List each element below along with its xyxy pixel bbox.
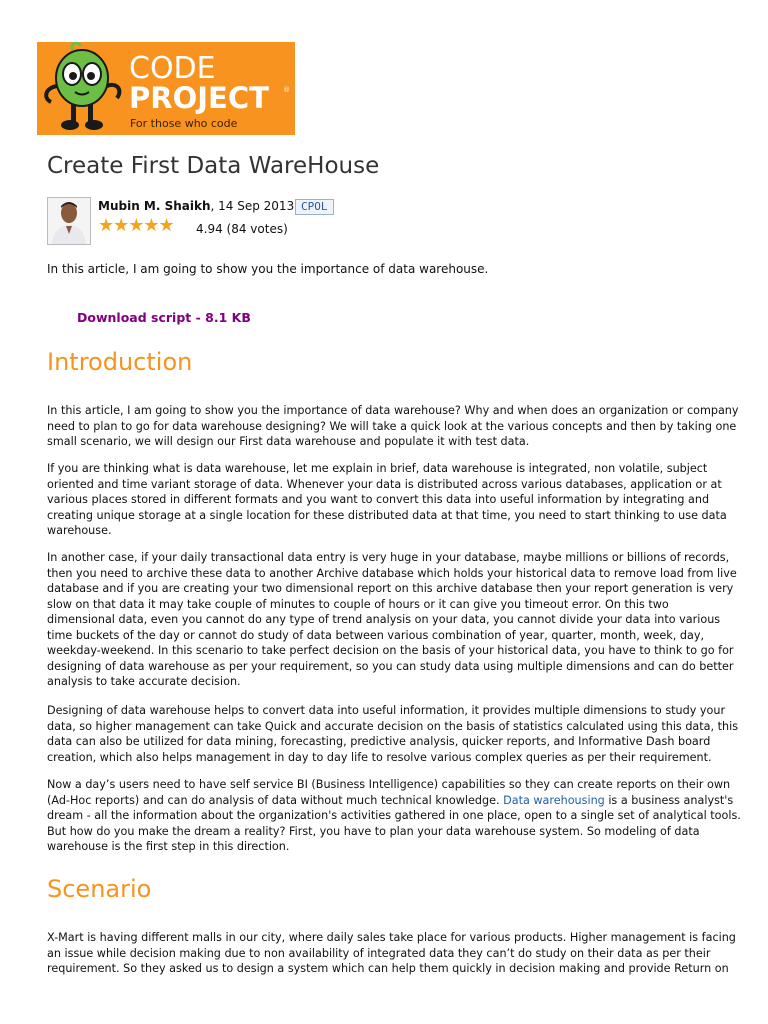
text-line: data can also be utilized for data mining, forecasting, predictive analysis, quicker reports, and Informative Dash board — [47, 735, 711, 748]
data-warehousing-link[interactable]: Data warehousing — [503, 793, 605, 807]
text-line: time buckets of the day or cannot do study of data between various combination of year, quarter, month, week, day, — [47, 628, 705, 642]
text-line: creating unique storage at a single location for these distributed data at that time, you need to start thinking to use data — [47, 508, 727, 522]
text-line: In another case, if your daily transactional data entry is very huge in your database, maybe millions or billions of records, — [47, 551, 730, 564]
text-line: oriented and time variant storage of data. Whenever your data is distributed across various databases, application or at — [47, 477, 722, 491]
author-line — [98, 199, 294, 213]
text-line: warehouse is the first step in this direction. — [47, 840, 290, 853]
author-avatar[interactable] — [47, 197, 91, 245]
publish-date: , 14 Sep 2013 — [210, 199, 295, 213]
intro-paragraph-2 — [47, 461, 727, 539]
text-line: database and if you are creating your two dimensional report on this archive database then your report generation is very — [47, 582, 734, 595]
license-badge[interactable]: CPOL — [295, 199, 334, 215]
text-fragment: is a business analyst's — [604, 793, 734, 807]
intro-paragraph-1 — [47, 403, 739, 450]
text-line: But how do you make the dream a reality? First, you have to plan your data warehouse system. So modeling of data — [47, 824, 700, 838]
intro-paragraph-4 — [47, 703, 738, 765]
scenario-paragraph-1 — [47, 930, 736, 977]
text-line: data, so higher management can take Quick and accurate decision on the basis of statistics calculated using this data, this — [47, 719, 739, 733]
logo-registered-mark: ® — [283, 86, 290, 94]
text-line: designing of data warehouse as per your requirement, so you can study data using multiple dimensions and can do better — [47, 659, 734, 673]
text-line-with-link — [47, 793, 741, 809]
text-line: X-Mart is having different malls in our city, where daily sales take place for various products. Higher management is facing — [47, 931, 736, 944]
logo-text-project: PROJECT — [129, 81, 269, 115]
text-fragment: (Ad-Hoc reports) and can do analysis of data without much technical knowledge. — [47, 793, 504, 807]
logo-text-code: CODE — [129, 51, 216, 86]
article-summary: In this article, I am going to show you the importance of data warehouse. — [47, 262, 489, 276]
text-line: an issue while decision making due to non availability of integrated data they can’t do study on their data as per their — [47, 946, 711, 960]
text-line: creation, which also helps management in day to day life to resolve various complex queries as per their requirement. — [47, 750, 712, 764]
section-heading-introduction: Introduction — [47, 348, 193, 376]
text-line: Designing of data warehouse helps to convert data into useful information, it provides multiple dimensions to study your — [47, 704, 726, 717]
text-line: dream - all the information about the organization's activities gathered in one place, open to a single set of analytical tools. — [47, 809, 741, 822]
text-line: analysis to take accurate decision. — [47, 675, 241, 688]
text-line: need to plan to go for data warehouse designing? We will take a quick look at the various concepts and then by taking one — [47, 419, 737, 433]
text-line: small scenario, we will design our First data warehouse and populate it with test data. — [47, 435, 530, 448]
mascot-icon — [37, 42, 129, 135]
person-icon — [48, 198, 90, 244]
text-line: then you need to archive these data to another Archive database which holds your historical data to remove load from live — [47, 566, 737, 580]
text-line: dimensional data, even you cannot do any type of trend analysis on your data, you cannot divide your data into various — [47, 613, 721, 626]
text-line: various places stored in different formats and you want to convert this data into useful information by integrating and — [47, 493, 710, 506]
intro-paragraph-5 — [47, 777, 741, 855]
text-line: In this article, I am going to show you the importance of data warehouse? Why and when does an organization or company — [47, 404, 739, 417]
rating-stars: ★★★★★ — [98, 215, 174, 236]
text-line: requirement. So they asked us to design a system which can help them quickly in decision making and provide Return on — [47, 962, 729, 975]
rating-text: 4.94 (84 votes) — [196, 222, 288, 236]
section-heading-scenario: Scenario — [47, 875, 152, 903]
text-line: weekday-weekend. In this scenario to take perfect decision on the basis of your historical data, you have to think to go for — [47, 644, 734, 657]
text-line: If you are thinking what is data warehouse, let me explain in brief, data warehouse is integrated, non volatile, subject — [47, 462, 708, 475]
codeproject-logo[interactable] — [37, 42, 295, 135]
logo-tagline: For those who code — [130, 117, 238, 130]
article-title: Create First Data WareHouse — [47, 153, 380, 179]
intro-paragraph-3 — [47, 550, 737, 690]
download-script-link[interactable]: Download script - 8.1 KB — [77, 310, 251, 325]
text-line: slow on that data it may take couple of minutes to couple of hours or it can give you timeout error. On this two — [47, 597, 669, 611]
author-name[interactable]: Mubin M. Shaikh — [98, 199, 211, 213]
text-line: Now a day’s users need to have self service BI (Business Intelligence) capabilities so they can create reports on their own — [47, 778, 731, 791]
text-line: warehouse. — [47, 524, 112, 537]
